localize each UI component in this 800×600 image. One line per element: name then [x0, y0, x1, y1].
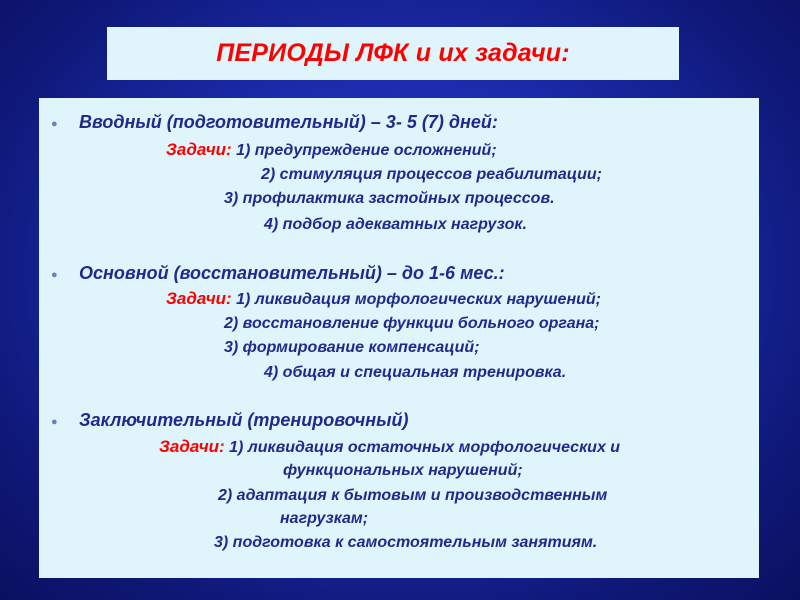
slide-title: ПЕРИОДЫ ЛФК и их задачи: [216, 39, 570, 67]
period-2-tasks-label: Задачи: [166, 289, 232, 308]
period-3-tasks-label: Задачи: [159, 437, 225, 456]
period-2-heading: Основной (восстановительный) – до 1-6 мес.: [79, 263, 505, 283]
period-3-task-1: 1) ликвидация остаточных морфологических и [229, 439, 621, 456]
period-1-task-3: 3) профилактика застойных процессов. [224, 190, 555, 207]
period-1-tasks-row [166, 140, 497, 160]
period-1-task-2: 2) стимуляция процессов реабилитации; [261, 166, 602, 183]
period-2-task-2: 2) восстановление функции больного органа; [224, 315, 600, 332]
period-3-task-3: 3) подготовка к самостоятельным занятиям. [214, 534, 598, 551]
period-1-tasks-label: Задачи: [166, 140, 232, 159]
period-1-heading: Вводный (подготовительный) – 3- 5 (7) дней: [79, 112, 498, 132]
period-2-task-3: 3) формирование компенсаций; [224, 339, 480, 356]
period-1-task-1: 1) предупреждение осложнений; [236, 142, 497, 159]
period-3-task-2: 2) адаптация к бытовым и производственным [218, 487, 608, 504]
period-2-tasks-row [166, 289, 601, 309]
period-3-task-2-cont: нагрузкам; [280, 510, 369, 527]
bullet-icon: ● [51, 118, 58, 130]
period-1-task-4: 4) подбор адекватных нагрузок. [264, 216, 527, 233]
period-2-task-1: 1) ликвидация морфологических нарушений; [236, 291, 601, 308]
period-2-task-4: 4) общая и специальная тренировка. [264, 364, 567, 381]
period-3-heading: Заключительный (тренировочный) [79, 410, 409, 430]
period-3-task-1-cont: функциональных нарушений; [283, 462, 523, 479]
bullet-icon: ● [51, 416, 58, 428]
period-3-tasks-row [159, 437, 620, 457]
bullet-icon: ● [51, 269, 58, 281]
title-box [107, 27, 679, 80]
content-panel [39, 98, 759, 578]
